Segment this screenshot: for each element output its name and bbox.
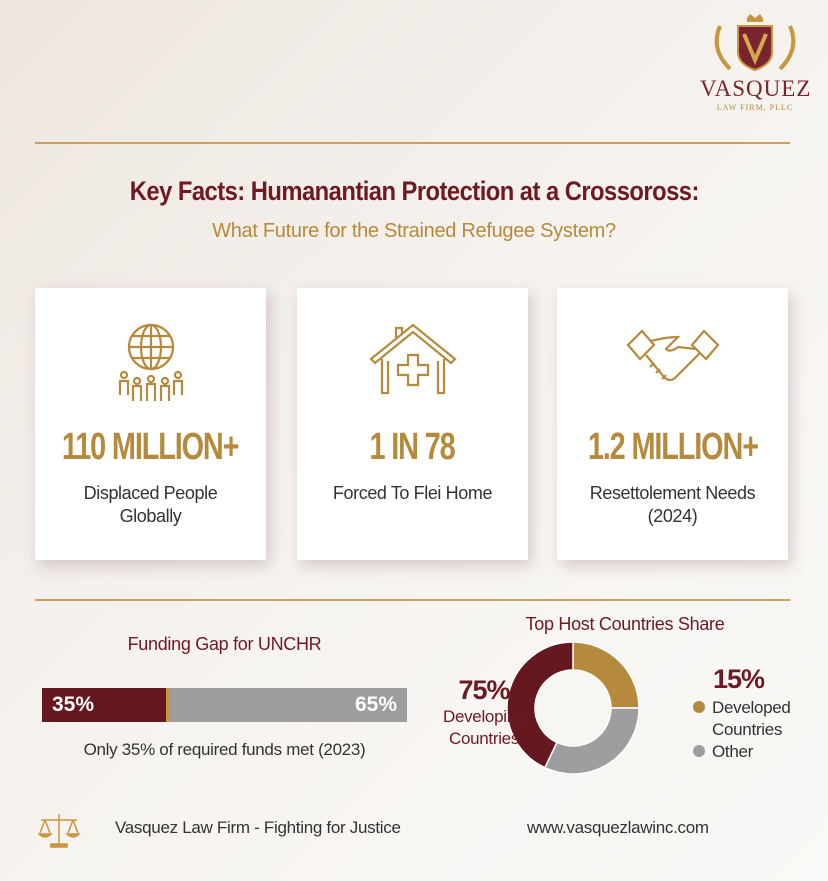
stat-label-line: Displaced People — [83, 483, 218, 503]
stat-card-forced — [297, 288, 528, 560]
developed-pct: 15% — [713, 664, 765, 694]
gap-label: 65% — [354, 693, 397, 716]
scales-of-justice-icon — [37, 812, 81, 850]
legend-dot — [693, 701, 705, 713]
stat-label-line: (2024) — [647, 506, 698, 526]
logo-subtitle: LAW FIRM, PLLC — [716, 103, 794, 112]
legend-label: Other — [712, 742, 754, 761]
stat-value-wrap — [557, 426, 788, 472]
legend-dot — [693, 745, 705, 757]
funding-bar — [42, 688, 407, 722]
page-subtitle: What Future for the Strained Refugee System? — [212, 220, 616, 242]
stat-label — [35, 482, 266, 528]
host-title: Top Host Countries Share — [525, 614, 725, 634]
globe-people-icon — [116, 323, 186, 403]
stat-card-displaced — [35, 288, 266, 560]
footer-tagline: Vasquez Law Firm - Fighting for Justice — [115, 818, 401, 837]
stat-value: 1 IN 78 — [369, 426, 456, 468]
firm-logo — [700, 14, 810, 124]
funding-caption: Only 35% of required funds met (2023) — [83, 740, 366, 759]
handshake-icon — [626, 323, 720, 389]
stat-label-line: Forced To Flei Home — [332, 483, 493, 503]
stat-card-resettlement — [557, 288, 788, 560]
stat-label — [557, 482, 788, 528]
developing-pct: 75% — [458, 675, 510, 705]
stat-value-wrap — [35, 426, 266, 472]
divider — [35, 599, 790, 601]
slice-other — [545, 708, 639, 774]
slice-developed — [573, 642, 639, 708]
legend-label: Countries — [712, 720, 783, 739]
logo-name: VASQUEZ — [700, 76, 812, 101]
crest-icon — [700, 14, 810, 76]
stat-value-wrap — [297, 426, 528, 472]
house-medical-icon — [368, 323, 458, 395]
divider — [35, 142, 790, 144]
stat-value: 1.2 MILLION+ — [587, 426, 758, 468]
developing-label: Developing — [442, 707, 526, 726]
legend-label: Developed — [712, 698, 791, 717]
developing-label: Countries — [448, 729, 520, 748]
funded-label: 35% — [52, 693, 95, 716]
stat-label-line: Globally — [119, 506, 182, 526]
stat-label-line: Resettolement Needs — [589, 483, 756, 503]
funding-bar-funded — [42, 688, 170, 722]
stat-label — [297, 482, 528, 505]
stat-value: 110 MILLION+ — [62, 426, 239, 468]
funding-title: Funding Gap for UNCHR — [127, 634, 322, 654]
legend-developed — [693, 697, 791, 763]
page-title-wrap — [0, 176, 828, 207]
footer-website-link[interactable]: www.vasquezlawinc.com — [527, 818, 709, 837]
funding-bar-gap — [170, 688, 407, 722]
page-title: Key Facts: Humanantian Protection at a Crossoross: — [129, 176, 699, 206]
